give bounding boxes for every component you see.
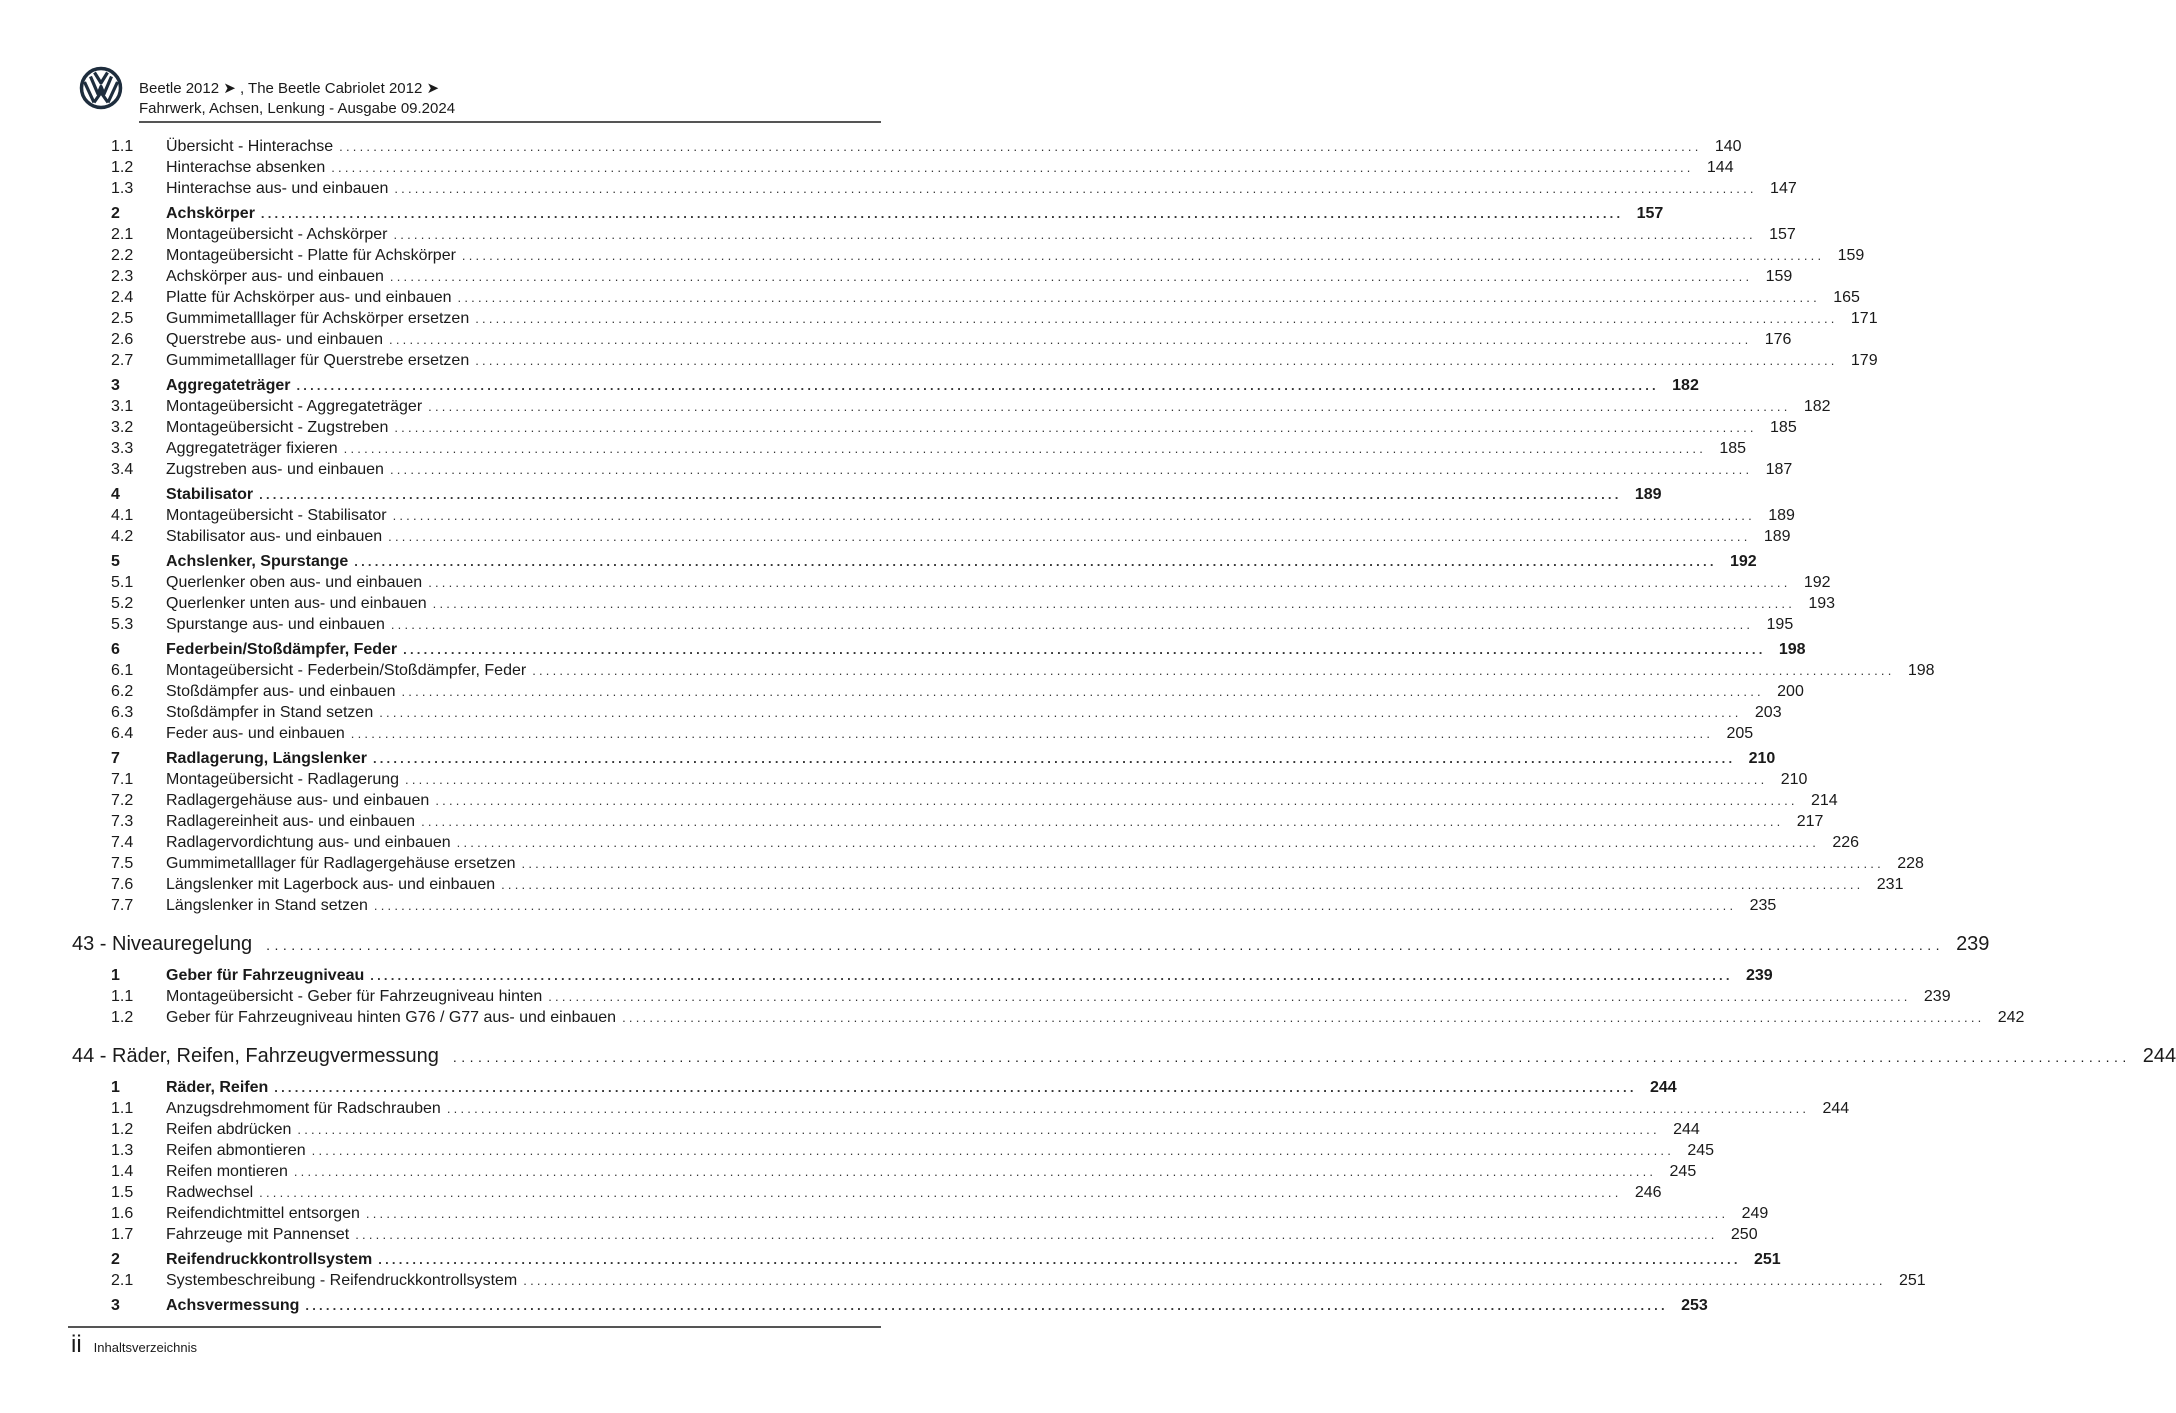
toc-item[interactable] xyxy=(111,771,1808,792)
toc-page: 189 xyxy=(1768,507,1795,524)
toc-title: Hinterachse absenken xyxy=(166,159,326,176)
toc-number: 5 xyxy=(111,553,120,570)
toc-leader-dots: ........................................................................................................................................................................................................ xyxy=(259,487,1622,502)
toc-number: 1.1 xyxy=(111,1100,134,1117)
toc-page: 179 xyxy=(1850,352,1878,369)
toc-number: 2 xyxy=(111,1251,120,1268)
toc-title: Montageübersicht - Achskörper xyxy=(166,226,388,243)
toc-page: 189 xyxy=(1763,528,1791,545)
toc-page: 147 xyxy=(1770,180,1797,197)
toc-item[interactable] xyxy=(111,331,1792,352)
toc-item[interactable] xyxy=(111,988,1951,1009)
toc-leader-dots: ........................................................................................................................................................................................................ xyxy=(428,575,1791,590)
toc-number: 1.4 xyxy=(111,1163,134,1180)
toc-title: Reifendichtmittel entsorgen xyxy=(166,1205,360,1222)
toc-item[interactable] xyxy=(111,834,1860,855)
toc-section[interactable] xyxy=(111,553,1757,574)
toc-item[interactable] xyxy=(111,138,1742,159)
toc-chapter[interactable] xyxy=(72,933,1990,963)
toc-leader-dots: ........................................................................................................................................................................................................ xyxy=(405,772,1768,787)
toc-number: 5.1 xyxy=(111,574,134,591)
toc-leader-dots: ........................................................................................................................................................................................................ xyxy=(296,378,1659,393)
footer-page-number: ii xyxy=(71,1331,82,1358)
toc-leader-dots: ........................................................................................................................................................................................................ xyxy=(456,835,1820,850)
toc-leader-dots: ........................................................................................................................................................................................................ xyxy=(432,596,1796,611)
toc-leader-dots: ........................................................................................................................................................................................................ xyxy=(501,877,1864,892)
toc-page: 195 xyxy=(1766,616,1794,633)
toc-page: 251 xyxy=(1898,1272,1926,1289)
toc-number: 2.2 xyxy=(111,247,134,264)
toc-item[interactable] xyxy=(111,1009,2025,1030)
toc-title: Stabilisator aus- und einbauen xyxy=(166,528,383,545)
toc-leader-dots: ........................................................................................................................................................................................................ xyxy=(373,898,1737,913)
toc-leader-dots: ........................................................................................................................................................................................................ xyxy=(266,937,1945,953)
toc-leader-dots: ........................................................................................................................................................................................................ xyxy=(521,856,1884,871)
toc-item[interactable] xyxy=(111,268,1793,289)
toc-item[interactable] xyxy=(111,897,1777,918)
toc-page: 214 xyxy=(1811,792,1838,809)
toc-title: Achsvermessung xyxy=(166,1297,300,1314)
toc-title: Montageübersicht - Radlagerung xyxy=(166,771,400,788)
toc-item[interactable] xyxy=(111,289,1860,310)
toc-leader-dots: ........................................................................................................................................................................................................ xyxy=(475,353,1838,368)
toc-title: Achskörper xyxy=(166,205,255,222)
toc-title: Gummimetalllager für Radlagergehäuse ersetzen xyxy=(166,855,516,872)
toc-number: 2.1 xyxy=(111,226,134,243)
toc-number: 5.3 xyxy=(111,616,134,633)
toc-leader-dots: ........................................................................................................................................................................................................ xyxy=(339,139,1702,154)
toc-page: 176 xyxy=(1764,331,1792,348)
toc-item[interactable] xyxy=(111,1121,1700,1142)
toc-leader-dots: ........................................................................................................................................................................................................ xyxy=(523,1273,1886,1288)
toc-leader-dots: ........................................................................................................................................................................................................ xyxy=(274,1080,1637,1095)
toc-chapter-title: 43 - Niveauregelung xyxy=(72,933,253,955)
toc-item[interactable] xyxy=(111,310,1878,331)
toc-title: Montageübersicht - Federbein/Stoßdämpfer, Feder xyxy=(166,662,527,679)
toc-item[interactable] xyxy=(111,855,1924,876)
toc-chapter-page: 239 xyxy=(1956,933,1990,955)
toc-title: Längslenker mit Lagerbock aus- und einbauen xyxy=(166,876,496,893)
toc-page: 159 xyxy=(1837,247,1865,264)
toc-leader-dots: ........................................................................................................................................................................................................ xyxy=(394,181,1757,196)
toc-leader-dots: ........................................................................................................................................................................................................ xyxy=(475,311,1838,326)
toc-leader-dots: ........................................................................................................................................................................................................ xyxy=(297,1122,1660,1137)
toc-item[interactable] xyxy=(111,528,1791,549)
toc-number: 2.1 xyxy=(111,1272,134,1289)
toc-leader-dots: ........................................................................................................................................................................................................ xyxy=(548,989,1911,1004)
toc-title: Reifen abdrücken xyxy=(166,1121,292,1138)
toc-leader-dots: ........................................................................................................................................................................................................ xyxy=(446,1101,1810,1116)
toc-page: 245 xyxy=(1687,1142,1715,1159)
toc-leader-dots: ........................................................................................................................................................................................................ xyxy=(428,399,1791,414)
toc-title: Querlenker unten aus- und einbauen xyxy=(166,595,427,612)
toc-page: 144 xyxy=(1706,159,1734,176)
toc-number: 7.6 xyxy=(111,876,134,893)
toc-item[interactable] xyxy=(111,419,1797,440)
toc-title: Stoßdämpfer aus- und einbauen xyxy=(166,683,396,700)
toc-item[interactable] xyxy=(111,813,1824,834)
toc-item[interactable] xyxy=(111,1272,1926,1293)
toc-section[interactable] xyxy=(111,967,1773,988)
header-text xyxy=(139,79,455,119)
toc-page: 253 xyxy=(1681,1297,1708,1314)
toc-item[interactable] xyxy=(111,683,1804,704)
toc-section[interactable] xyxy=(111,1297,1708,1318)
toc-item[interactable] xyxy=(111,1100,1850,1121)
toc-page: 159 xyxy=(1765,268,1793,285)
toc-item[interactable] xyxy=(111,461,1793,482)
footer-label: Inhaltsverzeichnis xyxy=(93,1340,197,1355)
toc-number: 1.6 xyxy=(111,1205,134,1222)
toc-leader-dots: ........................................................................................................................................................................................................ xyxy=(259,1185,1622,1200)
toc-item[interactable] xyxy=(111,440,1747,461)
toc-number: 7.7 xyxy=(111,897,134,914)
toc-item[interactable] xyxy=(111,1142,1715,1163)
toc-page: 203 xyxy=(1754,704,1782,721)
toc-leader-dots: ........................................................................................................................................................................................................ xyxy=(389,269,1753,284)
toc-section[interactable] xyxy=(111,1251,1781,1272)
toc-page: 250 xyxy=(1730,1226,1758,1243)
toc-page: 235 xyxy=(1749,897,1777,914)
toc-page: 165 xyxy=(1833,289,1860,306)
toc-section[interactable] xyxy=(111,486,1662,507)
toc-number: 3 xyxy=(111,1297,120,1314)
toc-leader-dots: ........................................................................................................................................................................................................ xyxy=(393,227,1756,242)
toc-page: 182 xyxy=(1803,398,1831,415)
toc-number: 1 xyxy=(111,967,120,984)
toc-leader-dots: ........................................................................................................................................................................................................ xyxy=(378,1252,1741,1267)
toc-title: Aggregateträger fixieren xyxy=(166,440,338,457)
toc-item[interactable] xyxy=(111,1184,1662,1205)
toc-number: 7.2 xyxy=(111,792,134,809)
toc-page: 226 xyxy=(1832,834,1860,851)
toc-title: Montageübersicht - Platte für Achskörper xyxy=(166,247,456,264)
toc-number: 1.2 xyxy=(111,1121,134,1138)
toc-leader-dots: ........................................................................................................................................................................................................ xyxy=(293,1164,1657,1179)
toc-leader-dots: ........................................................................................................................................................................................................ xyxy=(532,663,1895,678)
toc-leader-dots: ........................................................................................................................................................................................................ xyxy=(372,751,1736,766)
toc-title: Aggregateträger xyxy=(166,377,291,394)
toc-item[interactable] xyxy=(111,1205,1769,1226)
toc-page: 187 xyxy=(1765,461,1793,478)
toc-title: Stoßdämpfer in Stand setzen xyxy=(166,704,374,721)
toc-title: Feder aus- und einbauen xyxy=(166,725,345,742)
toc-number: 1.3 xyxy=(111,1142,134,1159)
toc-leader-dots: ........................................................................................................................................................................................................ xyxy=(331,160,1694,175)
toc-page: 140 xyxy=(1714,138,1742,155)
toc-item[interactable] xyxy=(111,398,1831,419)
toc-title: Radlagerung, Längslenker xyxy=(166,750,367,767)
header-model-line: Beetle 2012 ➤ , The Beetle Cabriolet 2012 ➤ xyxy=(139,80,440,97)
toc-item[interactable] xyxy=(111,226,1796,247)
toc-item[interactable] xyxy=(111,876,1904,897)
toc-leader-dots: ........................................................................................................................................................................................................ xyxy=(260,206,1624,221)
toc-leader-dots: ........................................................................................................................................................................................................ xyxy=(390,617,1754,632)
page-header xyxy=(79,66,881,124)
toc-leader-dots: ........................................................................................................................................................................................................ xyxy=(421,814,1784,829)
toc-leader-dots: ........................................................................................................................................................................................................ xyxy=(389,462,1753,477)
toc-title: Montageübersicht - Stabilisator xyxy=(166,507,387,524)
toc-item[interactable] xyxy=(111,595,1836,616)
toc-number: 6.3 xyxy=(111,704,134,721)
toc-number: 1 xyxy=(111,1079,120,1096)
toc-page: 157 xyxy=(1636,205,1664,222)
toc-title: Platte für Achskörper aus- und einbauen xyxy=(166,289,452,306)
footer-divider xyxy=(68,1326,881,1328)
toc-number: 1.1 xyxy=(111,138,134,155)
toc-number: 1.2 xyxy=(111,1009,134,1026)
toc-page: 185 xyxy=(1719,440,1747,457)
toc-title: Montageübersicht - Geber für Fahrzeugniveau hinten xyxy=(166,988,543,1005)
toc-title: Reifen montieren xyxy=(166,1163,288,1180)
toc-title: Systembeschreibung - Reifendruckkontrollsystem xyxy=(166,1272,518,1289)
toc-title: Querstrebe aus- und einbauen xyxy=(166,331,384,348)
toc-number: 7.3 xyxy=(111,813,134,830)
toc-leader-dots: ........................................................................................................................................................................................................ xyxy=(622,1010,1985,1025)
toc-item[interactable] xyxy=(111,180,1797,201)
toc-page: 192 xyxy=(1729,553,1757,570)
toc-section[interactable] xyxy=(111,750,1776,771)
toc-title: Geber für Fahrzeugniveau hinten G76 / G77 aus- und einbauen xyxy=(166,1009,617,1026)
toc-leader-dots: ........................................................................................................................................................................................................ xyxy=(350,726,1714,741)
toc-leader-dots: ........................................................................................................................................................................................................ xyxy=(401,684,1764,699)
toc-leader-dots: ........................................................................................................................................................................................................ xyxy=(457,290,1820,305)
toc-number: 7 xyxy=(111,750,120,767)
toc-number: 6.1 xyxy=(111,662,134,679)
toc-number: 2.7 xyxy=(111,352,134,369)
toc-number: 4.1 xyxy=(111,507,134,524)
toc-page: 251 xyxy=(1753,1251,1781,1268)
toc-page: 244 xyxy=(1822,1100,1850,1117)
toc-title: Längslenker in Stand setzen xyxy=(166,897,368,914)
toc-number: 2.5 xyxy=(111,310,134,327)
toc-number: 1.1 xyxy=(111,988,134,1005)
toc-title: Montageübersicht - Zugstreben xyxy=(166,419,389,436)
toc-section[interactable] xyxy=(111,205,1664,226)
toc-number: 1.2 xyxy=(111,159,134,176)
toc-item[interactable] xyxy=(111,507,1795,528)
toc-page: 246 xyxy=(1634,1184,1662,1201)
toc-number: 3 xyxy=(111,377,120,394)
toc-title: Achslenker, Spurstange xyxy=(166,553,349,570)
toc-leader-dots: ........................................................................................................................................................................................................ xyxy=(354,554,1717,569)
toc-number: 4.2 xyxy=(111,528,134,545)
toc-page: 249 xyxy=(1741,1205,1769,1222)
toc-section[interactable] xyxy=(111,1079,1677,1100)
header-divider xyxy=(139,121,881,123)
page-footer xyxy=(71,1331,197,1359)
toc-number: 2 xyxy=(111,205,120,222)
toc-leader-dots: ........................................................................................................................................................................................................ xyxy=(452,1049,2131,1065)
toc-page: 193 xyxy=(1808,595,1836,612)
table-of-contents xyxy=(72,138,2176,1318)
toc-page: 228 xyxy=(1897,855,1924,872)
toc-section[interactable] xyxy=(111,641,1806,662)
toc-page: 239 xyxy=(1745,967,1773,984)
toc-title: Achskörper aus- und einbauen xyxy=(166,268,384,285)
toc-leader-dots: ........................................................................................................................................................................................................ xyxy=(370,968,1733,983)
toc-item[interactable] xyxy=(111,1226,1758,1247)
toc-page: 217 xyxy=(1796,813,1824,830)
toc-number: 6.4 xyxy=(111,725,134,742)
toc-title: Montageübersicht - Aggregateträger xyxy=(166,398,423,415)
toc-page: 157 xyxy=(1769,226,1796,243)
toc-number: 4 xyxy=(111,486,120,503)
toc-page: 244 xyxy=(1649,1079,1677,1096)
toc-number: 6 xyxy=(111,641,120,658)
toc-title: Stabilisator xyxy=(166,486,254,503)
toc-title: Fahrzeuge mit Pannenset xyxy=(166,1226,350,1243)
toc-title: Zugstreben aus- und einbauen xyxy=(166,461,384,478)
toc-page: 198 xyxy=(1778,641,1806,658)
toc-page: 231 xyxy=(1876,876,1904,893)
toc-number: 1.5 xyxy=(111,1184,134,1201)
toc-leader-dots: ........................................................................................................................................................................................................ xyxy=(343,441,1707,456)
toc-title: Reifen abmontieren xyxy=(166,1142,306,1159)
toc-page: 242 xyxy=(1997,1009,2025,1026)
toc-page: 189 xyxy=(1634,486,1662,503)
toc-title: Radwechsel xyxy=(166,1184,254,1201)
toc-title: Hinterachse aus- und einbauen xyxy=(166,180,389,197)
toc-title: Reifendruckkontrollsystem xyxy=(166,1251,373,1268)
toc-page: 171 xyxy=(1850,310,1878,327)
toc-number: 3.2 xyxy=(111,419,134,436)
toc-title: Federbein/Stoßdämpfer, Feder xyxy=(166,641,398,658)
toc-number: 7.4 xyxy=(111,834,134,851)
toc-chapter-page: 244 xyxy=(2142,1045,2176,1067)
toc-number: 2.4 xyxy=(111,289,134,306)
toc-chapter-title: 44 - Räder, Reifen, Fahrzeugvermessung xyxy=(72,1045,439,1067)
toc-item[interactable] xyxy=(111,792,1838,813)
toc-number: 5.2 xyxy=(111,595,134,612)
toc-leader-dots: ........................................................................................................................................................................................................ xyxy=(392,508,1755,523)
toc-title: Radlagergehäuse aus- und einbauen xyxy=(166,792,430,809)
vw-logo-icon xyxy=(79,66,123,110)
toc-leader-dots: ........................................................................................................................................................................................................ xyxy=(365,1206,1729,1221)
toc-number: 1.3 xyxy=(111,180,134,197)
toc-number: 6.2 xyxy=(111,683,134,700)
toc-number: 7.5 xyxy=(111,855,134,872)
toc-page: 185 xyxy=(1770,419,1797,436)
toc-leader-dots: ........................................................................................................................................................................................................ xyxy=(388,529,1751,544)
toc-number: 2.6 xyxy=(111,331,134,348)
toc-page: 244 xyxy=(1673,1121,1700,1138)
toc-chapter[interactable] xyxy=(72,1045,2176,1075)
toc-page: 245 xyxy=(1669,1163,1697,1180)
toc-leader-dots: ........................................................................................................................................................................................................ xyxy=(305,1298,1668,1313)
toc-number: 3.3 xyxy=(111,440,134,457)
toc-title: Anzugsdrehmoment für Radschrauben xyxy=(166,1100,441,1117)
toc-page: 210 xyxy=(1748,750,1776,767)
toc-item[interactable] xyxy=(111,704,1782,725)
toc-page: 182 xyxy=(1672,377,1699,394)
toc-item[interactable] xyxy=(111,159,1734,180)
toc-item[interactable] xyxy=(111,574,1831,595)
toc-leader-dots: ........................................................................................................................................................................................................ xyxy=(403,642,1766,657)
toc-page: 205 xyxy=(1726,725,1754,742)
toc-title: Geber für Fahrzeugniveau xyxy=(166,967,365,984)
toc-leader-dots: ........................................................................................................................................................................................................ xyxy=(355,1227,1718,1242)
toc-title: Radlagervordichtung aus- und einbauen xyxy=(166,834,451,851)
toc-item[interactable] xyxy=(111,1163,1697,1184)
toc-number: 3.4 xyxy=(111,461,134,478)
toc-page: 239 xyxy=(1923,988,1951,1005)
toc-leader-dots: ........................................................................................................................................................................................................ xyxy=(311,1143,1675,1158)
toc-item[interactable] xyxy=(111,352,1878,373)
toc-number: 7.1 xyxy=(111,771,134,788)
toc-title: Übersicht - Hinterachse xyxy=(166,138,334,155)
header-subject-line: Fahrwerk, Achsen, Lenkung - Ausgabe 09.2024 xyxy=(139,100,456,117)
toc-title: Gummimetalllager für Achskörper ersetzen xyxy=(166,310,470,327)
toc-title: Querlenker oben aus- und einbauen xyxy=(166,574,423,591)
toc-item[interactable] xyxy=(111,725,1754,746)
toc-number: 3.1 xyxy=(111,398,134,415)
toc-section[interactable] xyxy=(111,377,1699,398)
toc-page: 210 xyxy=(1780,771,1808,788)
toc-number: 2.3 xyxy=(111,268,134,285)
toc-number: 1.7 xyxy=(111,1226,134,1243)
toc-title: Gummimetalllager für Querstrebe ersetzen xyxy=(166,352,470,369)
toc-title: Radlagereinheit aus- und einbauen xyxy=(166,813,416,830)
toc-item[interactable] xyxy=(111,616,1794,637)
toc-leader-dots: ........................................................................................................................................................................................................ xyxy=(379,705,1742,720)
toc-title: Räder, Reifen xyxy=(166,1079,269,1096)
toc-page: 198 xyxy=(1907,662,1935,679)
toc-leader-dots: ........................................................................................................................................................................................................ xyxy=(394,420,1757,435)
toc-leader-dots: ........................................................................................................................................................................................................ xyxy=(461,248,1825,263)
toc-leader-dots: ........................................................................................................................................................................................................ xyxy=(435,793,1798,808)
toc-item[interactable] xyxy=(111,247,1865,268)
toc-leader-dots: ........................................................................................................................................................................................................ xyxy=(389,332,1752,347)
toc-page: 200 xyxy=(1777,683,1804,700)
toc-title: Spurstange aus- und einbauen xyxy=(166,616,385,633)
toc-item[interactable] xyxy=(111,662,1935,683)
toc-page: 192 xyxy=(1803,574,1831,591)
